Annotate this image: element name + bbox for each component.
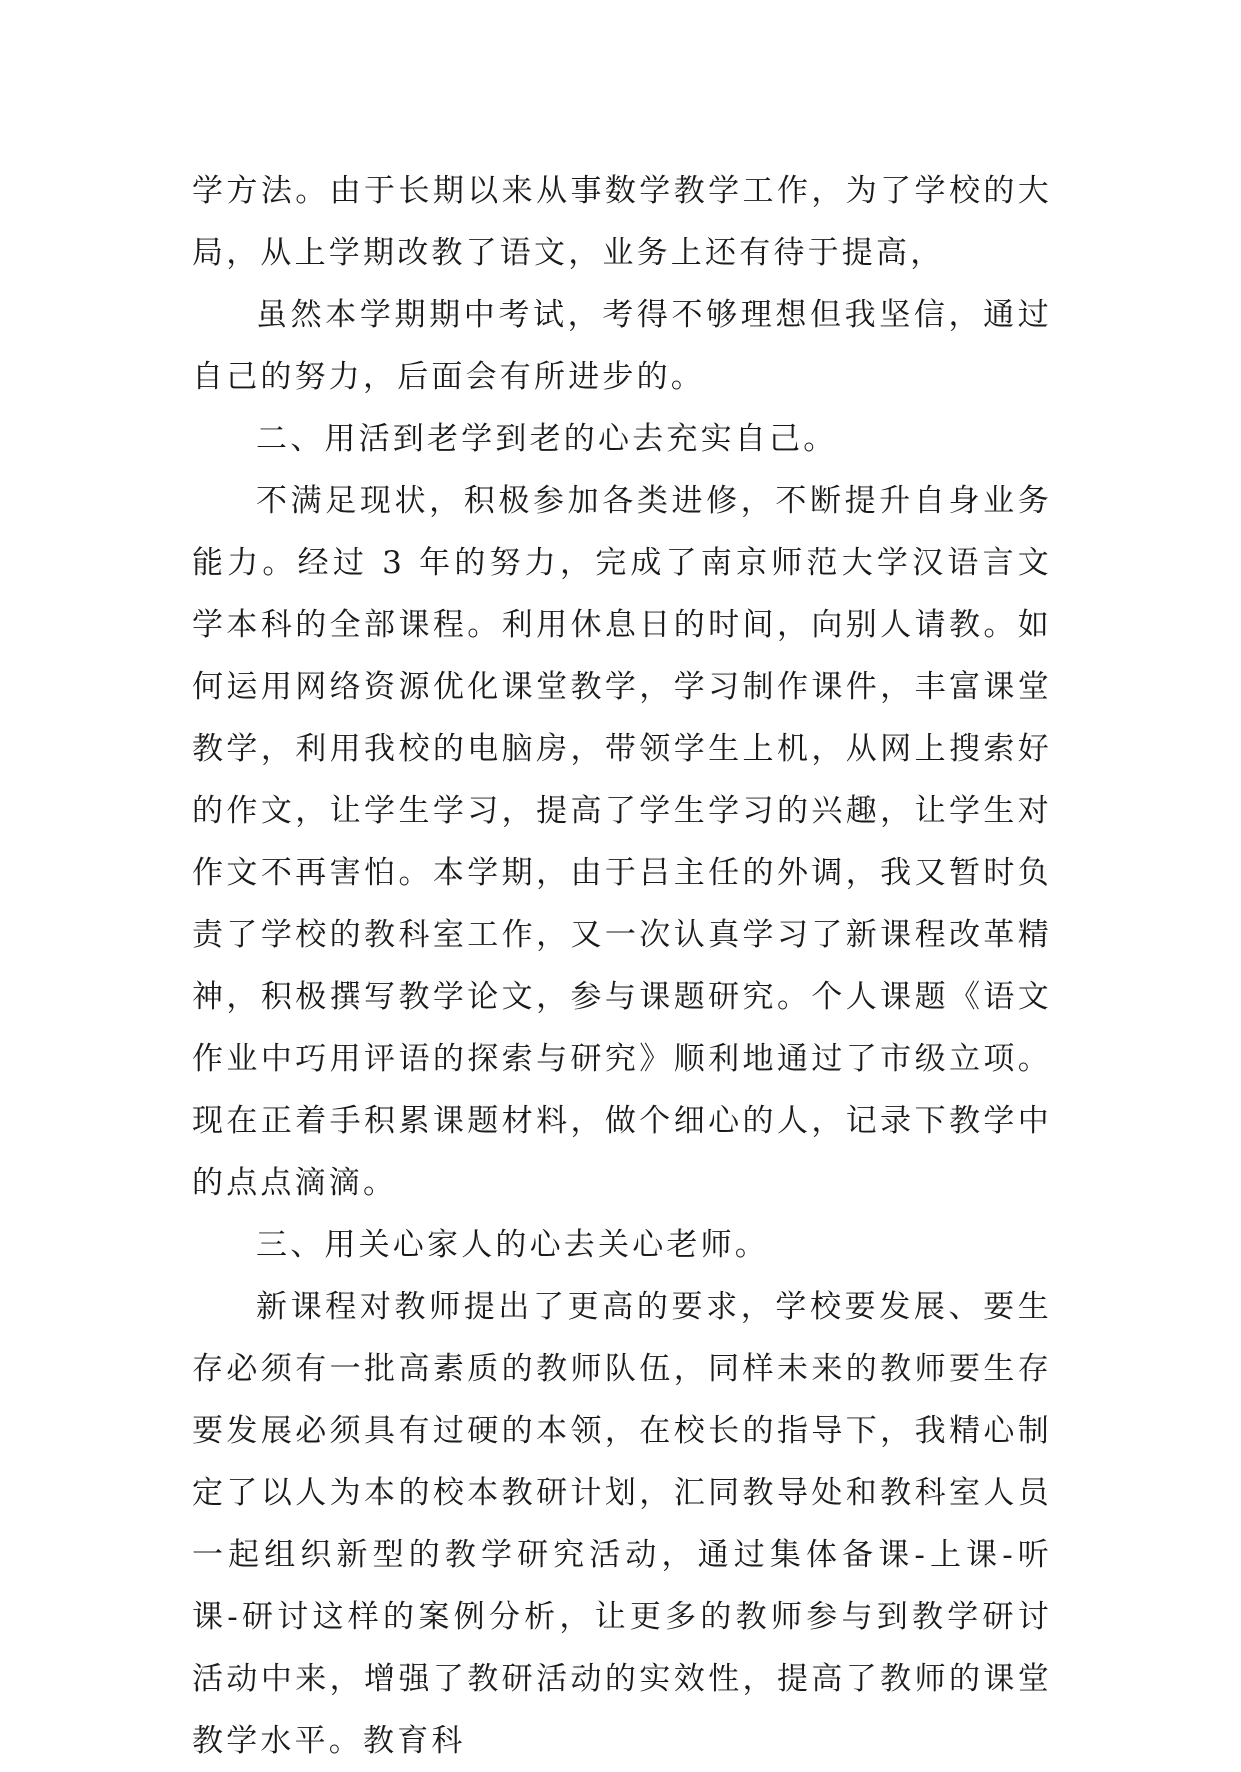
paragraph-self-improvement: 不满足现状，积极参加各类进修，不断提升自身业务能力。经过 3 年的努力，完成了南京师范大学汉语言文学本科的全部课程。利用休息日的时间，向别人请教。如何运用网络资源优化课堂教学，学习制作课件，丰富课堂教学，利用我校的电脑房，带领学生上机，从网上搜索好的作文，让学生学习，提高了学生学习的兴趣，让学生对作文不再害怕。本学期，由于吕主任的外调，我又暂时负责了学校的教科室工作，又一次认真学习了新课程改革精神，积极撰写教学论文，参与课题研究。个人课题《语文作业中巧用评语的探索与研究》顺利地通过了市级立项。现在正着手积累课题材料，做个细心的人，记录下教学中的点点滴滴。 [192, 483, 1052, 1201]
paragraph-new-curriculum: 新课程对教师提出了更高的要求，学校要发展、要生存必须有一批高素质的教师队伍，同样未来的教师要生存要发展必须具有过硬的本领，在校长的指导下，我精心制定了以人为本的校本教研计划，汇同教导处和教科室人员一起组织新型的教学研究活动，通过集体备课-上课-听课-研讨这样的案例分析，让更多的教师参与到教学研讨活动中来，增强了教研活动的实效性，提高了教师的课堂教学水平。教育科 [192, 1289, 1052, 1759]
paragraph-midterm-exam: 虽然本学期期中考试，考得不够理想但我坚信，通过自己的努力，后面会有所进步的。 [192, 297, 1052, 395]
section-heading-two: 二、用活到老学到老的心去充实自己。 [256, 421, 838, 457]
paragraph-continuation: 学方法。由于长期以来从事数学教学工作，为了学校的大局，从上学期改教了语文，业务上还有待于提高， [192, 173, 1052, 271]
section-heading-three: 三、用关心家人的心去关心老师。 [256, 1227, 769, 1263]
document-body [192, 160, 1052, 1772]
